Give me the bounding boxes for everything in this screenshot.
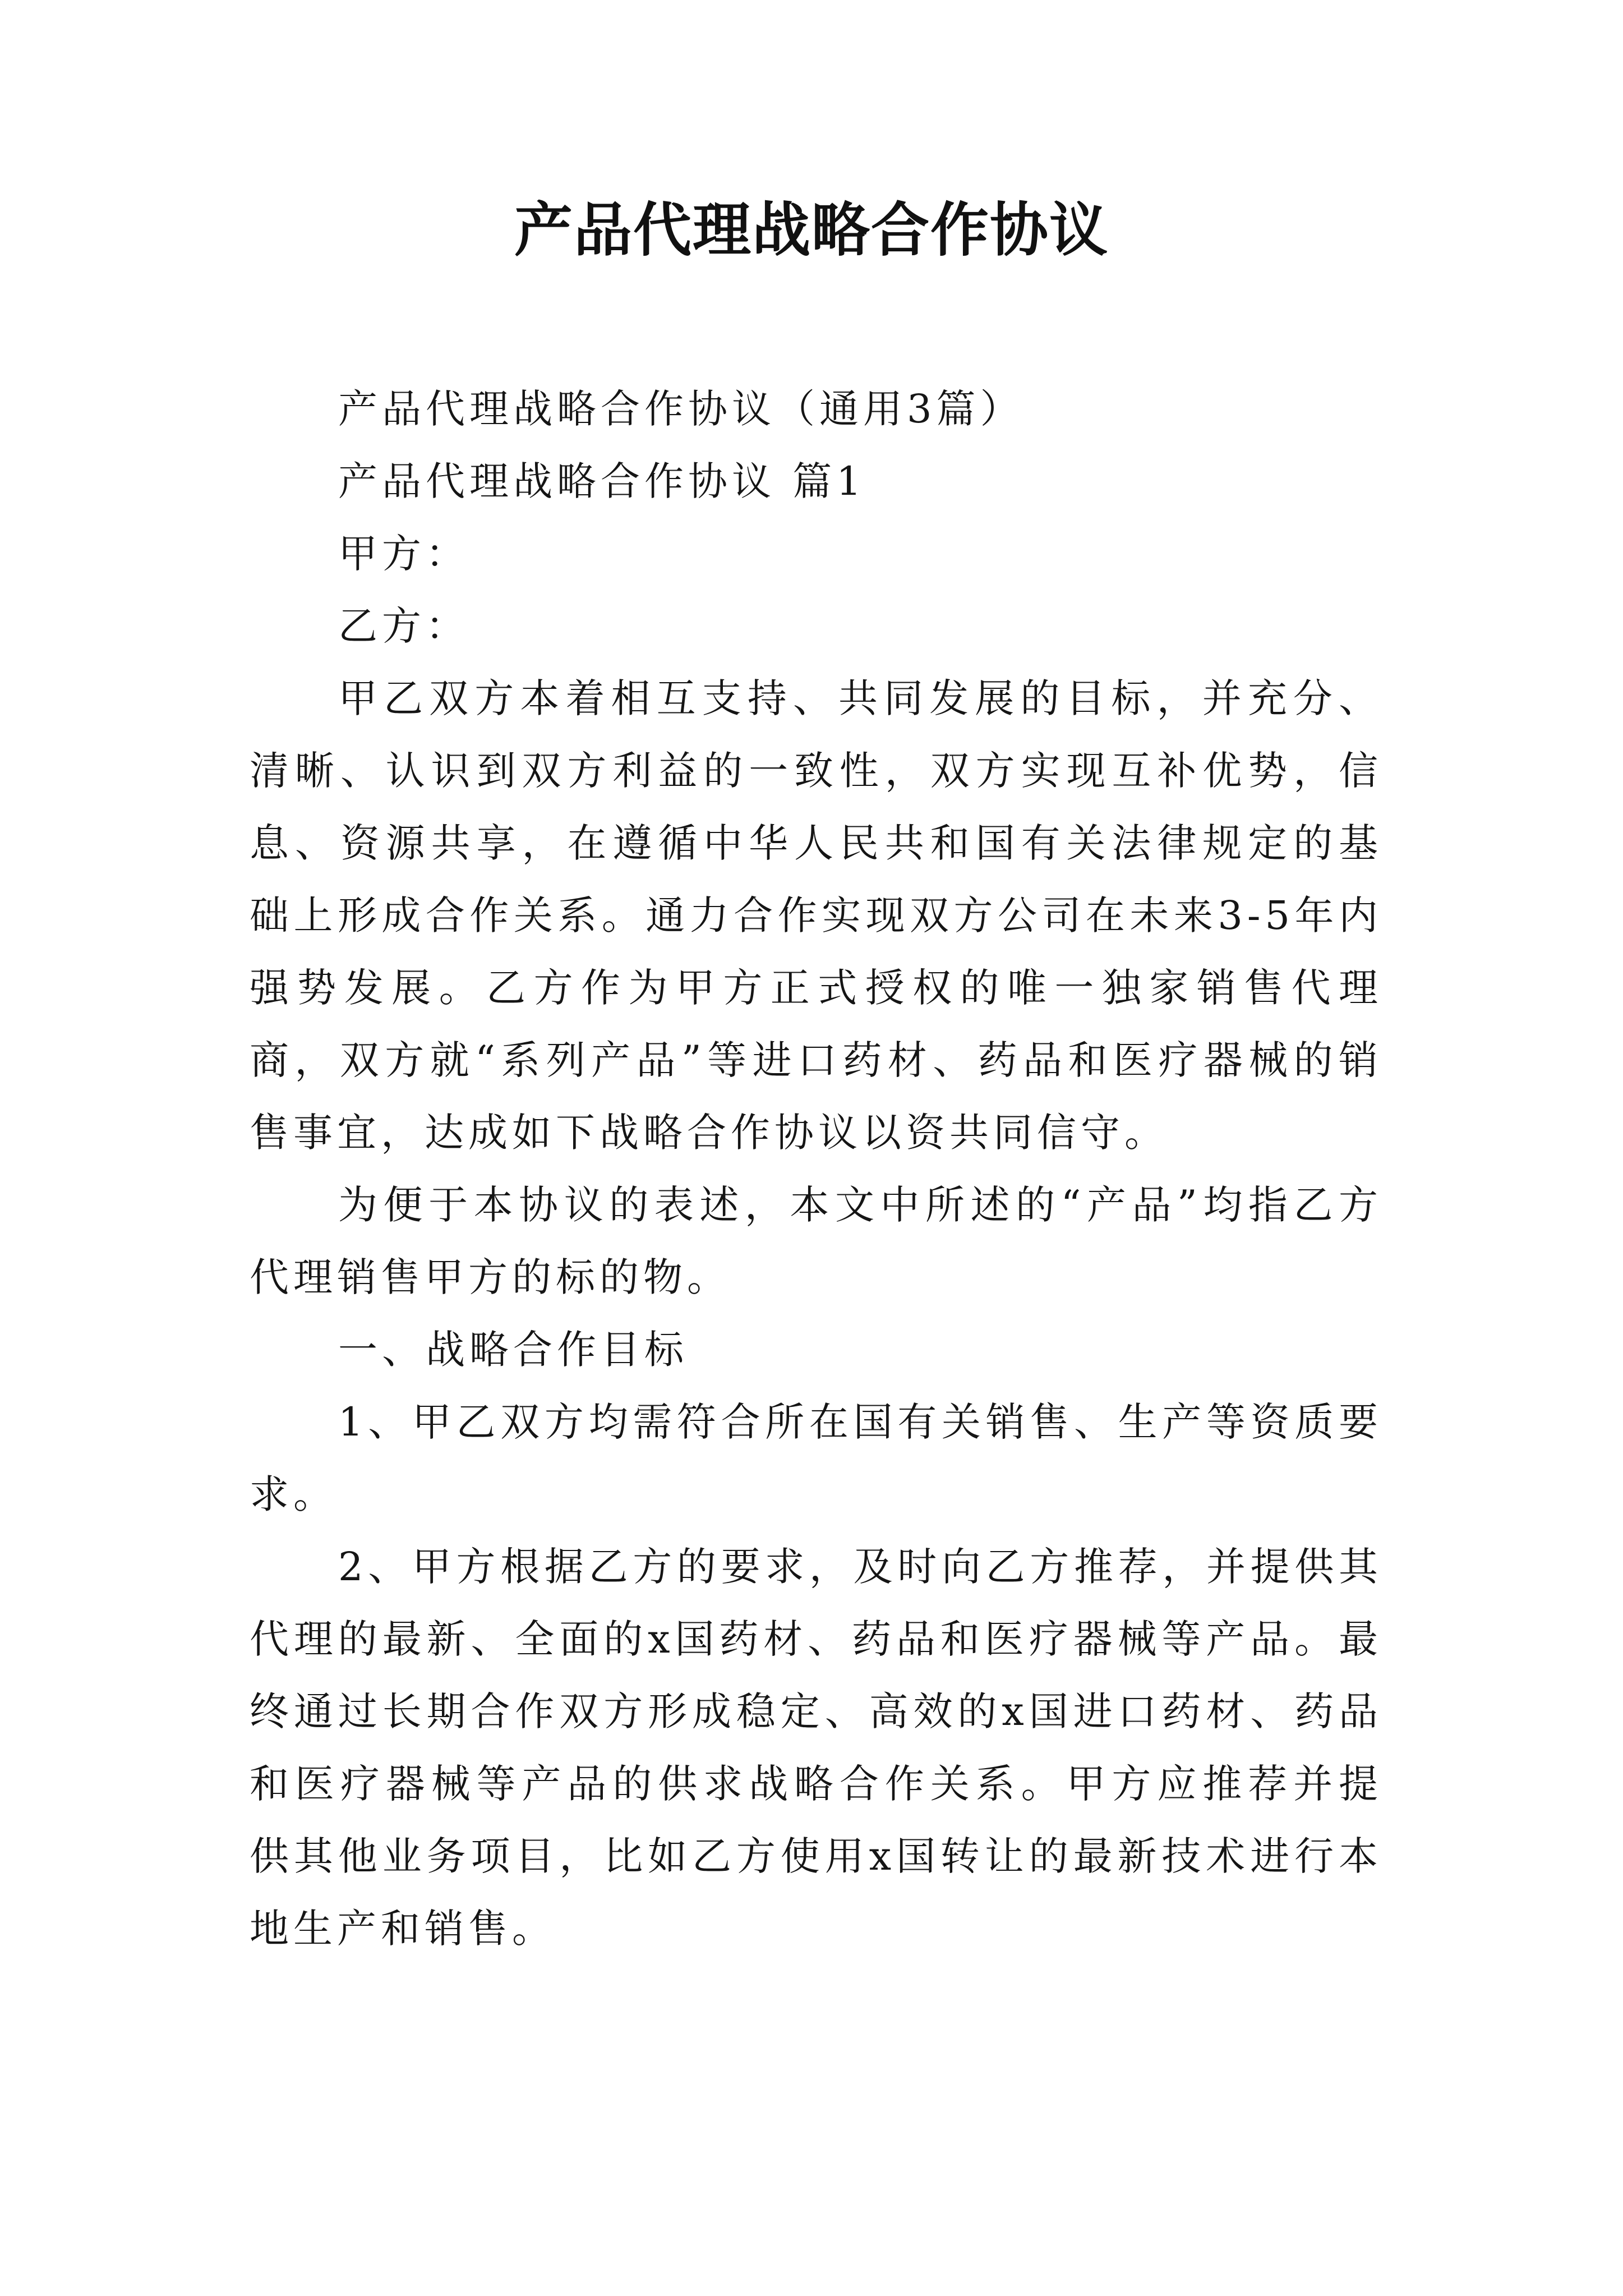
party-a-line: 甲方： — [338, 531, 469, 577]
clause-paragraph: 2、甲方根据乙方的要求，及时向乙方推荐，并提供其代理的最新、全面的x国药材、药品和医疗器械等产品。最终通过长期合作双方形成稳定、高效的x国进口药材、药品和医疗器械等产品的供求战略合作关系。甲方应推荐并提供其他业务项目，比如乙方使用x国转让的最新技术进行本地生产和销售。 — [250, 1544, 1382, 1952]
preamble-paragraph: 甲乙双方本着相互支持、共同发展的目标，并充分、清晰、认识到双方利益的一致性，双方实现互补优势，信息、资源共享，在遵循中华人民共和国有关法律规定的基础上形成合作关系。通力合作实现双方公司在未来3-5年内强势发展。乙方作为甲方正式授权的唯一独家销售代理商，双方就“系列产品”等进口药材、药品和医疗器械的销售事宜，达成如下战略合作协议以资共同信守。 — [250, 675, 1382, 1156]
document-body — [250, 373, 1382, 1965]
article-heading: 产品代理战略合作协议 篇1 — [338, 458, 866, 504]
clause-paragraph: 1、甲乙双方均需符合所在国有关销售、生产等资质要求。 — [250, 1399, 1382, 1517]
section-heading: 一、战略合作目标 — [338, 1327, 688, 1373]
definition-paragraph: 为便于本协议的表述，本文中所述的“产品”均指乙方代理销售甲方的标的物。 — [250, 1182, 1382, 1300]
collection-heading: 产品代理战略合作协议（通用3篇） — [338, 386, 1024, 432]
document-title: 产品代理战略合作协议 — [514, 195, 1109, 264]
party-b-line: 乙方： — [338, 603, 469, 649]
